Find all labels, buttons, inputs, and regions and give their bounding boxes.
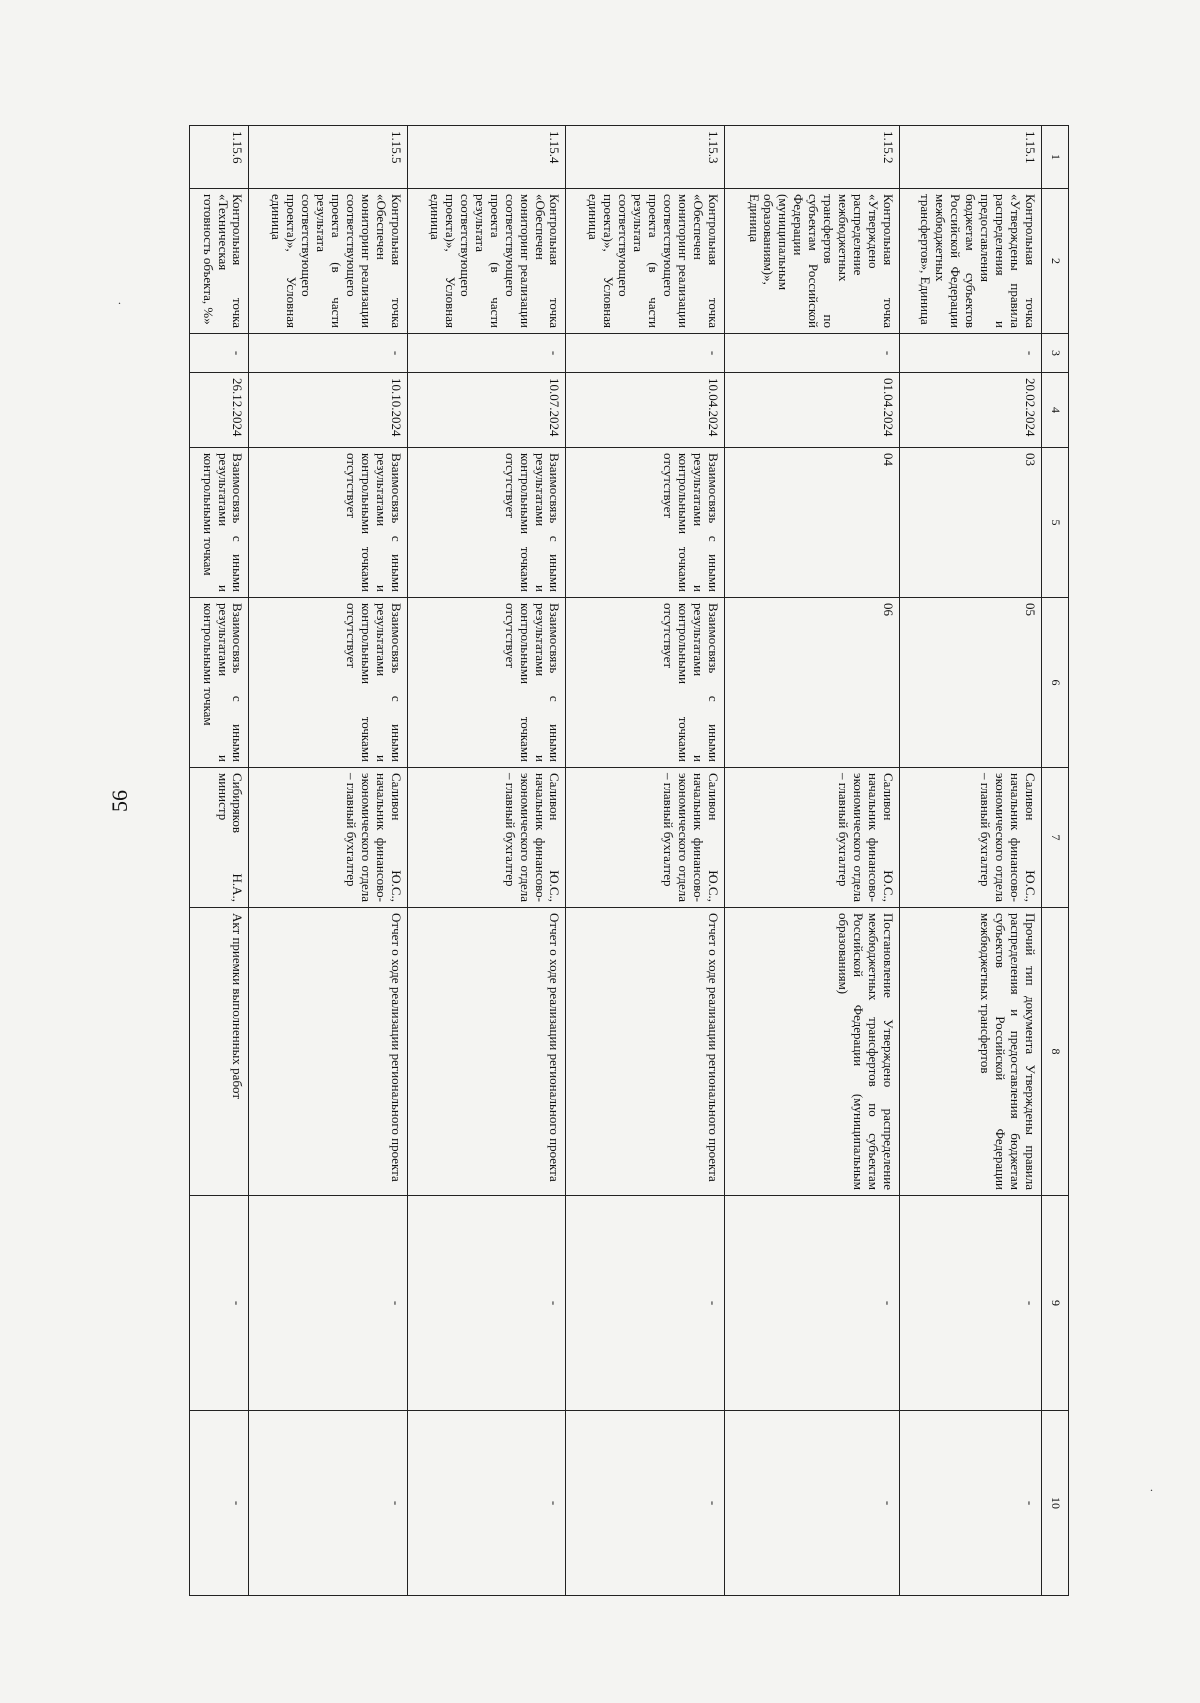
cell-col9: - (408, 1196, 567, 1411)
row-number: 1.15.6 (190, 126, 250, 189)
cell-col3: - (408, 334, 567, 373)
table-row (725, 126, 900, 1596)
predecessor-cell: 04 (725, 448, 900, 598)
document-cell: Отчет о ходе реализации регионального проекта (408, 908, 567, 1196)
header-cell: 9 (1042, 1196, 1069, 1411)
control-point-name: Контрольная точка «Обеспечен мониторинг реализации соответствующего проекта (в части результата соответствующего проекта)», Условная единица (249, 189, 408, 334)
predecessor-cell: Взаимосвязь с иными результатами и контрольными точкам (190, 448, 250, 598)
header-cell: 3 (1042, 334, 1069, 373)
row-number: 1.15.2 (725, 126, 900, 189)
row-number: 1.15.1 (900, 126, 1042, 189)
header-cell: 1 (1042, 126, 1069, 189)
successor-cell: 05 (900, 598, 1042, 768)
header-cell: 5 (1042, 448, 1069, 598)
cell-col3: - (249, 334, 408, 373)
table-row (190, 126, 250, 1596)
predecessor-cell: Взаимосвязь с иными результатами и контрольными точками отсутствует (249, 448, 408, 598)
responsible-cell: Саливон Ю.С., начальник финансово-экономического отдела – главный бухгалтер (725, 768, 900, 908)
date-cell: 10.07.2024 (408, 373, 567, 448)
header-cell: 7 (1042, 768, 1069, 908)
successor-cell: 06 (725, 598, 900, 768)
control-point-name: Контрольная точка «Техническая готовность объекта, %» (190, 189, 250, 334)
row-number: 1.15.4 (408, 126, 567, 189)
date-cell: 10.04.2024 (566, 373, 725, 448)
responsible-cell: Саливон Ю.С., начальник финансово-экономического отдела – главный бухгалтер (249, 768, 408, 908)
cell-col9: - (249, 1196, 408, 1411)
responsible-cell: Саливон Ю.С., начальник финансово-экономического отдела – главный бухгалтер (900, 768, 1042, 908)
predecessor-cell: Взаимосвязь с иными результатами и контрольными точками отсутствует (566, 448, 725, 598)
table-row (566, 126, 725, 1596)
control-point-name: Контрольная точка «Обеспечен мониторинг реализации соответствующего проекта (в части результата соответствующего проекта)», Условная единица (408, 189, 567, 334)
date-cell: 01.04.2024 (725, 373, 900, 448)
document-cell: Акт приемки выполненных работ (190, 908, 250, 1196)
date-cell: 26.12.2024 (190, 373, 250, 448)
cell-col3: - (566, 334, 725, 373)
cell-col3: - (900, 334, 1042, 373)
control-point-name: Контрольная точка «Утверждено распределение межбюджетных трансфертов по субъектам Российской Федерации (муниципальным образованиям)», Единица (725, 189, 900, 334)
header-cell: 8 (1042, 908, 1069, 1196)
cell-col9: - (900, 1196, 1042, 1411)
predecessor-cell: 03 (900, 448, 1042, 598)
page-number: 56 (107, 790, 132, 812)
document-cell: Отчет о ходе реализации регионального проекта (566, 908, 725, 1196)
row-number: 1.15.3 (566, 126, 725, 189)
date-cell: 10.10.2024 (249, 373, 408, 448)
header-row (1042, 126, 1069, 1596)
control-point-name: Контрольная точка «Обеспечен мониторинг реализации соответствующего проекта (в части результата соответствующего проекта)», Условная единица (566, 189, 725, 334)
successor-cell: Взаимосвязь с иными результатами и контрольными точкам (190, 598, 250, 768)
cell-col9: - (190, 1196, 250, 1411)
predecessor-cell: Взаимосвязь с иными результатами и контрольными точками отсутствует (408, 448, 567, 598)
successor-cell: Взаимосвязь с иными результатами и контрольными точками отсутствует (249, 598, 408, 768)
rotated-table-container (189, 125, 1069, 1545)
responsible-cell: Саливон Ю.С., начальник финансово-экономического отдела – главный бухгалтер (408, 768, 567, 908)
cell-col9: - (725, 1196, 900, 1411)
header-cell: 4 (1042, 373, 1069, 448)
cell-col10: - (408, 1411, 567, 1596)
cell-col10: - (249, 1411, 408, 1596)
header-cell: 6 (1042, 598, 1069, 768)
document-cell: Постановление Утверждено распределение межбюджетных трансфертов по субъектам Российской Федерации (муниципальным образованиям) (725, 908, 900, 1196)
successor-cell: Взаимосвязь с иными результатами и контрольными точками отсутствует (408, 598, 567, 768)
document-cell: Отчет о ходе реализации регионального проекта (249, 908, 408, 1196)
cell-col10: - (566, 1411, 725, 1596)
table-row (900, 126, 1042, 1596)
date-cell: 20.02.2024 (900, 373, 1042, 448)
successor-cell: Взаимосвязь с иными результатами и контрольными точками отсутствует (566, 598, 725, 768)
cell-col9: - (566, 1196, 725, 1411)
control-point-name: Контрольная точка «Утверждены правила распределения и предоставления бюджетам субъектов Российской Федерации межбюджетных трансфертов», Единица (900, 189, 1042, 334)
scan-mark: . (1150, 1480, 1153, 1494)
document-cell: Прочий тип документа Утверждены правила распределения и предоставления бюджетам субъектов Российской Федерации межбюджетных трансфертов (900, 908, 1042, 1196)
row-number: 1.15.5 (249, 126, 408, 189)
cell-col3: - (725, 334, 900, 373)
header-cell: 2 (1042, 189, 1069, 334)
responsible-cell: Саливон Ю.С., начальник финансово-экономического отдела – главный бухгалтер (566, 768, 725, 908)
cell-col3: - (190, 334, 250, 373)
table-row (249, 126, 408, 1596)
table-row (408, 126, 567, 1596)
cell-col10: - (900, 1411, 1042, 1596)
responsible-cell: Сибиряков Н.А., министр (190, 768, 250, 908)
header-cell: 10 (1042, 1411, 1069, 1596)
cell-col10: - (190, 1411, 250, 1596)
cell-col10: - (725, 1411, 900, 1596)
scan-mark: . (118, 293, 121, 307)
plan-table (189, 125, 1069, 1596)
